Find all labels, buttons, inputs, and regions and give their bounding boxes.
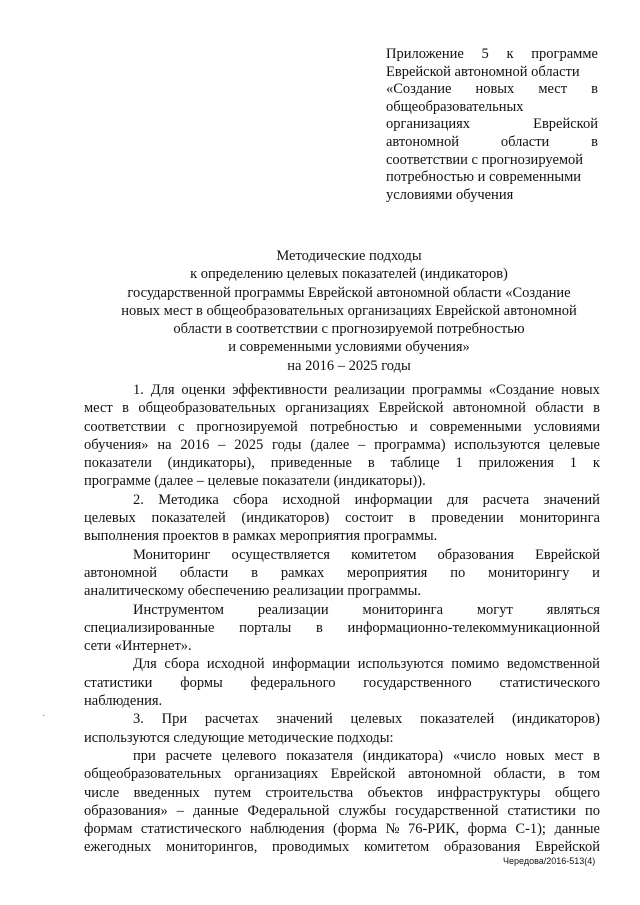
document-body	[84, 381, 600, 857]
title-line: и современными условиями обучения»	[228, 339, 470, 356]
title-line: на 2016 – 2025 годы	[287, 357, 411, 374]
paragraph-line: 3. При расчетах значений целевых показателей (индикаторов)	[133, 711, 600, 728]
document-title	[96, 247, 602, 375]
paragraph	[84, 491, 600, 546]
appendix-line: «Создание новых мест в	[386, 81, 598, 98]
appendix-line: Приложение 5 к программе	[386, 46, 598, 62]
appendix-line: автономной области в	[386, 133, 598, 150]
appendix-line: организациях Еврейской	[386, 116, 598, 133]
appendix-line: соответствии с прогнозируемой	[386, 151, 584, 168]
paragraph-line: используются следующие методические подходы:	[84, 729, 394, 746]
paragraph-line: общеобразовательных организациях Еврейской автономной области, в том	[84, 766, 600, 783]
title-line: области в соответствии с прогнозируемой потребностью	[173, 321, 525, 338]
paragraph-line: специализированные порталы в информационно-телекоммуникационной	[84, 619, 600, 636]
paragraph-line: программе (далее – целевые показатели (индикаторы)).	[84, 473, 426, 490]
paragraph	[84, 710, 600, 747]
title-line: Методические подходы	[276, 248, 422, 264]
paragraph-line: 2. Методика сбора исходной информации для расчета значений	[133, 491, 600, 508]
paragraph-line: числе введенных путем строительства объектов инфраструктуры общего	[84, 784, 600, 801]
paragraph-line: показатели (индикаторы), приведенные в таблице 1 приложения 1 к	[84, 455, 600, 472]
paragraph-line: Для сбора исходной информации используются помимо ведомственной	[133, 656, 600, 673]
paragraph-line: сети «Интернет».	[84, 638, 192, 655]
paragraph-line: Инструментом реализации мониторинга могут являться	[133, 601, 600, 618]
scan-mark: ·	[42, 711, 46, 722]
paragraph-line: целевых показателей (индикаторов) состоит в проведении мониторинга	[84, 510, 600, 527]
paragraph	[84, 601, 600, 656]
paragraph-line: ежегодных мониторингов, проводимых комитетом образования Еврейской	[84, 839, 600, 856]
title-line: государственной программы Еврейской автономной области «Создание	[127, 284, 571, 301]
paragraph-line: наблюдения.	[84, 693, 163, 710]
paragraph	[84, 655, 600, 710]
paragraph-line: статистики формы федерального государственного статистического	[84, 674, 600, 691]
paragraph-line: 1. Для оценки эффективности реализации программы «Создание новых	[133, 382, 600, 398]
paragraph-line: формам статистического наблюдения (форма № 76-РИК, форма С-1); данные	[84, 821, 600, 838]
appendix-line: общеобразовательных	[386, 98, 524, 115]
paragraph-line: при расчете целевого показателя (индикатора) «число новых мест в	[133, 747, 600, 764]
paragraph-line: Мониторинг осуществляется комитетом образования Еврейской	[133, 546, 600, 563]
paragraph-line: автономной области в рамках мероприятия по мониторингу и	[84, 564, 600, 581]
appendix-line: потребностью и современными	[386, 169, 582, 186]
paragraph-line: соответствии с прогнозируемой потребностью и современными условиями	[84, 418, 600, 435]
appendix-line: условиями обучения	[386, 186, 514, 203]
title-line: к определению целевых показателей (индикаторов)	[190, 266, 508, 283]
paragraph-line: выполнения проектов в рамках мероприятия программы.	[84, 528, 438, 545]
paragraph-line: образования» – данные Федеральной службы государственной статистики по	[84, 802, 600, 819]
paragraph-line: аналитическому обеспечению реализации программы.	[84, 583, 422, 600]
paragraph	[84, 381, 600, 491]
paragraph-line: обучения» на 2016 – 2025 годы (далее – программа) используются целевые	[84, 436, 600, 453]
paragraph	[84, 747, 600, 857]
appendix-line: Еврейской автономной области	[386, 63, 580, 80]
paragraph	[84, 546, 600, 601]
appendix-header	[386, 46, 598, 204]
title-line: новых мест в общеобразовательных организациях Еврейской автономной	[121, 302, 577, 319]
paragraph-line: мест в общеобразовательных организациях Еврейской автономной области в	[84, 400, 600, 417]
footer-reference: Чередова/2016-513(4)	[503, 856, 596, 866]
